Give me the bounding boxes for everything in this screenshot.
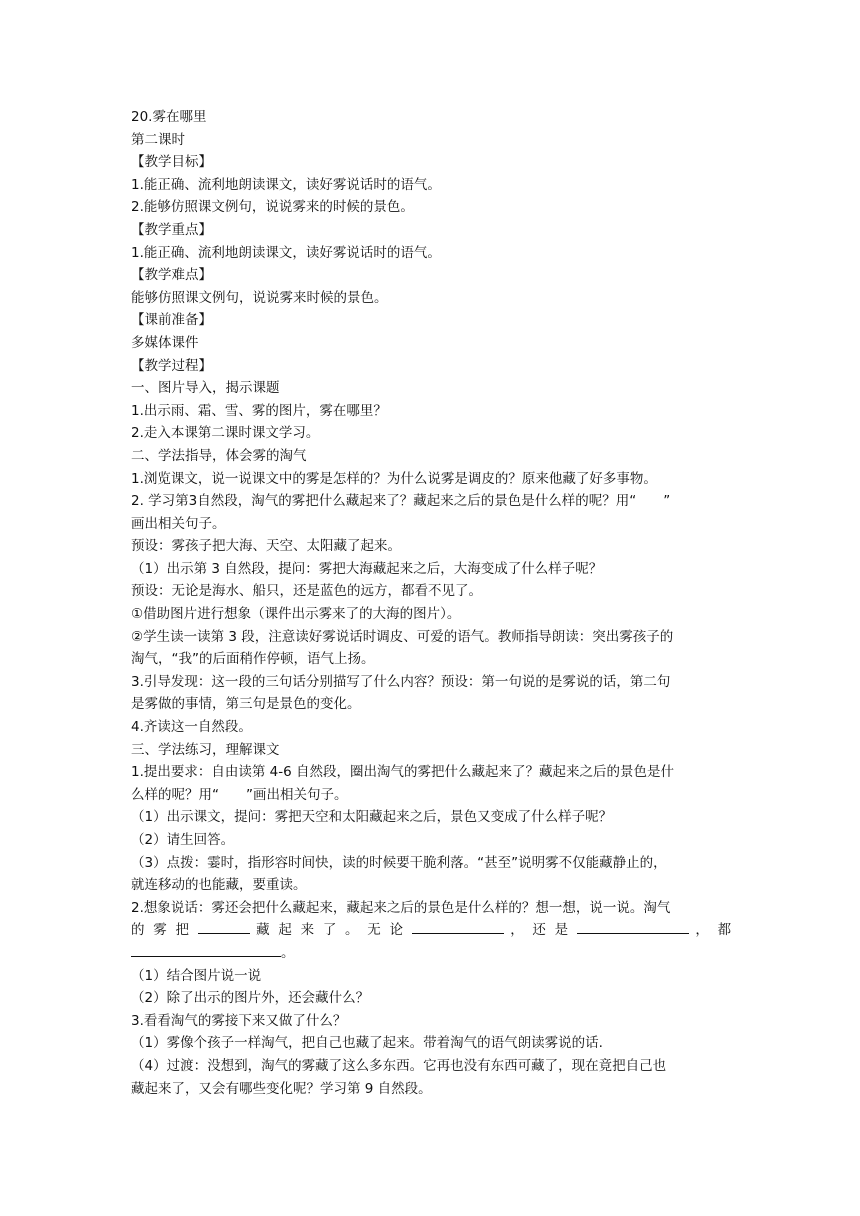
text-line: 能够仿照课文例句，说说雾来时候的景色。	[131, 289, 388, 306]
fill-end-punct: 。	[281, 944, 295, 961]
text-line: 三、学法练习，理解课文	[131, 741, 280, 758]
text-line: 1.能正确、流利地朗读课文，读好雾说话时的语气。	[131, 176, 441, 193]
text-line: 【教学过程】	[131, 357, 212, 374]
text-line: 3.引导发现：这一段的三句话分别描写了什么内容？预设：第一句说的是雾说的话，第二句	[131, 673, 671, 690]
paragraph-group-tail	[131, 965, 731, 1101]
fill-word: 了	[322, 922, 339, 939]
text-line: 二、学法指导，体会雾的淘气	[131, 447, 307, 464]
text-line: 多媒体课件	[131, 334, 199, 351]
fill-word: 无	[367, 922, 383, 939]
text-line: 2.走入本课第二课时课文学习。	[131, 425, 320, 442]
answer-blank[interactable]	[412, 932, 504, 934]
fill-in-line	[131, 919, 731, 942]
text-line: 3.看看淘气的雾接下来又做了什么？	[131, 1012, 347, 1029]
text-line: 【教学重点】	[131, 221, 212, 238]
paragraph-group-main	[131, 106, 731, 919]
text-line: ②学生读一读第 3 段，注意读好雾说话时调皮、可爱的语气。教师指导朗读：突出雾孩子的	[131, 628, 674, 645]
text-line: （2）除了出示的图片外，还会藏什么？	[131, 990, 370, 1007]
fill-word: 来	[300, 922, 317, 939]
text-line: （1）结合图片说一说	[131, 967, 262, 984]
fill-word: 是	[554, 922, 571, 939]
text-line: 预设：雾孩子把大海、天空、太阳藏了起来。	[131, 538, 401, 555]
text-line: 是雾做的事情，第三句是景色的变化。	[131, 696, 361, 713]
fill-word: 的	[131, 922, 147, 939]
text-line: 1.能正确、流利地朗读课文，读好雾说话时的语气。	[131, 244, 441, 261]
text-line: 2.想象说话：雾还会把什么藏起来，藏起来之后的景色是什么样的？想一想，说一说。淘气	[131, 899, 671, 916]
text-line: （2）请生回答。	[131, 832, 235, 848]
fill-word: 藏	[256, 922, 272, 939]
fill-word: 把	[175, 922, 192, 939]
text-line: （1）出示第 3 自然段，提问：雾把大海藏起来之后，大海变成了什么样子呢？	[131, 560, 603, 577]
fill-word: 。	[345, 922, 361, 939]
text-line: 画出相关句子。	[131, 515, 226, 532]
fill-word: 雾	[153, 922, 169, 939]
fill-word: 还	[532, 922, 549, 939]
fill-word: 都	[717, 922, 732, 939]
text-line: 就连移动的也能藏，要重读。	[131, 877, 307, 894]
text-line: 2. 学习第3自然段，淘气的雾把什么藏起来了？藏起来之后的景色是什么样的呢？用“ ”	[131, 493, 671, 510]
text-line: （4）过渡：没想到，淘气的雾藏了这么多东西。它再也没有东西可藏了，现在竟把自己也	[131, 1057, 667, 1074]
text-line: 【教学难点】	[131, 267, 212, 284]
text-line: 一、图片导入，揭示课题	[131, 380, 280, 397]
text-line: （1）出示课文，提问：雾把天空和太阳藏起来之后，景色又变成了什么样子呢？	[131, 809, 613, 826]
text-line: 1.出示雨、霜、雪、雾的图片，雾在哪里？	[131, 402, 387, 419]
fill-word: 论	[389, 922, 406, 939]
text-line: 淘气，“我”的后面稍作停顿，语气上扬。	[131, 651, 375, 668]
fill-word: 起	[278, 922, 295, 939]
text-line: （1）雾像个孩子一样淘气，把自己也藏了起来。带着淘气的语气朗读雾说的话.	[131, 1035, 603, 1052]
text-line: 1.提出要求：自由读第 4-6 自然段，圈出淘气的雾把什么藏起来了？藏起来之后的景色是什	[131, 764, 675, 781]
document-body	[131, 106, 731, 1100]
text-line: 预设：无论是海水、船只，还是蓝色的远方，都看不见了。	[131, 583, 482, 600]
fill-word: ，	[695, 922, 712, 939]
text-line: 么样的呢？用“ ”画出相关句子。	[131, 786, 348, 803]
text-line: ①借助图片进行想象（课件出示雾来了的大海的图片）。	[131, 606, 461, 623]
text-line: 第二课时	[131, 131, 185, 148]
text-line: 2.能够仿照课文例句，说说雾来的时候的景色。	[131, 199, 414, 216]
text-line: （3）点拨：霎时，指形容时间快，读的时候要干脆利落。“甚至”说明雾不仅能藏静止的，	[131, 854, 667, 871]
answer-blank[interactable]	[198, 932, 250, 934]
answer-blank[interactable]	[577, 932, 689, 934]
text-line: 4.齐读这一自然段。	[131, 719, 252, 736]
text-line: 1.浏览课文，说一说课文中的雾是怎样的？为什么说雾是调皮的？原来他藏了好多事物。	[131, 470, 657, 487]
fill-word: ，	[510, 922, 526, 939]
fill-in-line-end	[131, 942, 731, 965]
answer-blank[interactable]	[131, 955, 281, 957]
text-line: 【课前准备】	[131, 312, 212, 329]
text-line: 20.雾在哪里	[131, 109, 207, 125]
text-line: 藏起来了，又会有哪些变化呢？学习第 9 自然段。	[131, 1080, 432, 1097]
text-line: 【教学目标】	[131, 154, 212, 171]
